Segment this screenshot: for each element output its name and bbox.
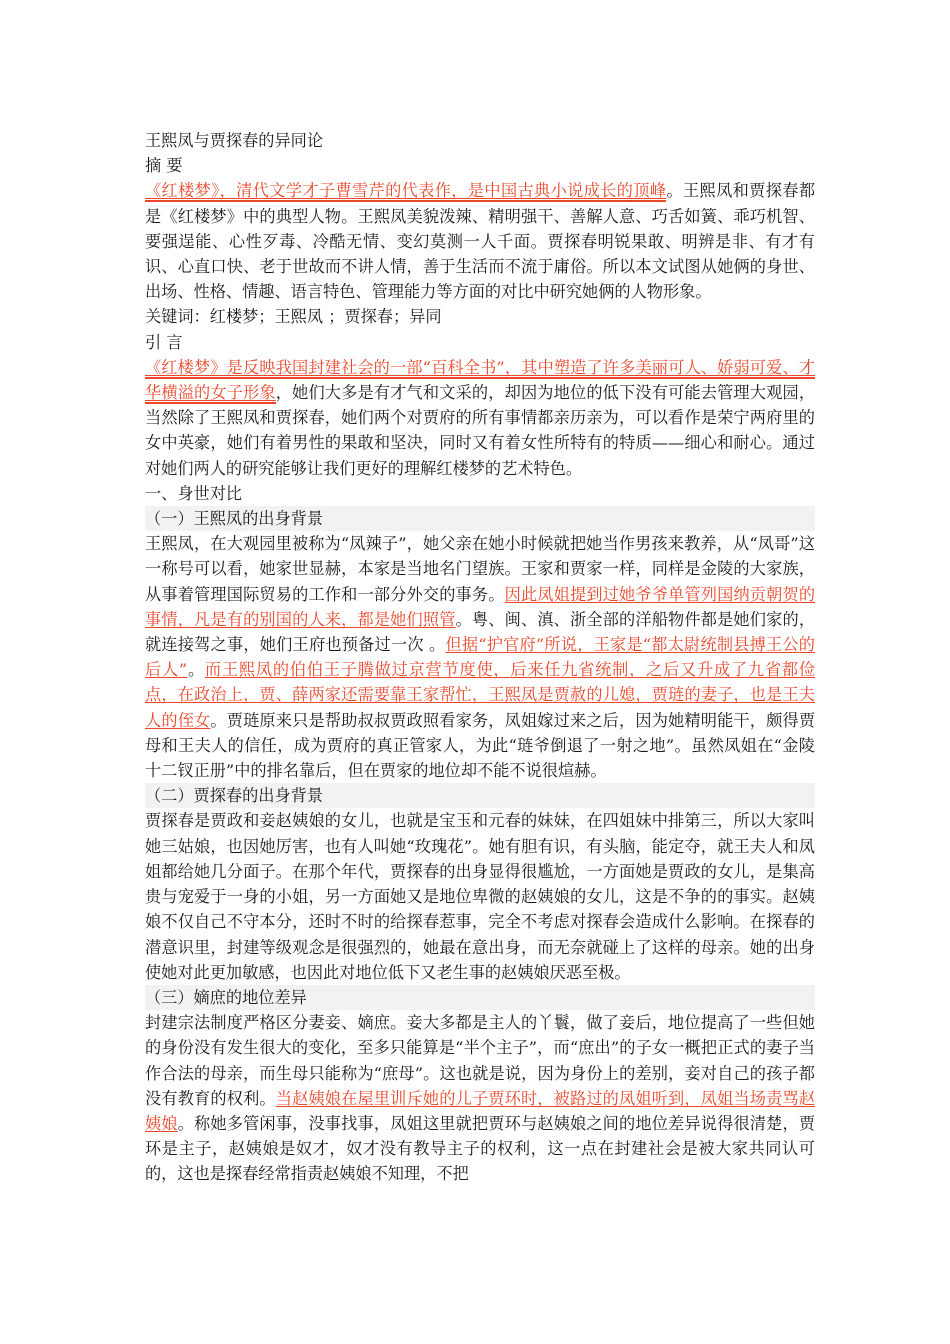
sub1-text-4: 。贾琏原来只是帮助叔叔贾政照看家务，凤姐嫁过来之后，因为她精明能干，颇得贾母和王夫人的信任，成为贾府的真正管家人，为此“琏爷倒退了一射之地”。虽然凤姐在“金陵十二钗正册”中的排名靠后，但在贾家的地位却不能不说很煊赫。 xyxy=(145,710,816,781)
intro-highlight: 《红楼梦》是反映我国封建社会的一部“百科全书”，其中塑造了许多美丽可人、娇弱可爱、才华横溢的女子形象 xyxy=(145,357,815,403)
keywords-line: 关键词：红楼梦；王熙凤 ；贾探春；异同 xyxy=(145,307,442,327)
intro-text: ，她们大多是有才气和文采的，却因为地位的低下没有可能去管理大观园，当然除了王熙凤和贾探春，她们两个对贾府的所有事情都亲历亲为，可以看作是荣宁两府里的女中英豪，她们有着男性的果敢和坚决，同时又有着女性所特有的特质——细心和耐心。通过对她们两人的研究能够让我们更好的理解红楼梦的艺术特色。 xyxy=(145,383,816,478)
sub1-highlight-2: 但据“护官府”所说，王家是“都太尉统制县搏王公的后人” xyxy=(145,635,815,680)
abstract-paragraph xyxy=(145,178,815,304)
sub1-text-1: 王熙凤，在大观园里被称为“凤辣子”，她父亲在她小时候就把她当作男孩来教养，从“凤哥”这一称号可以看，她家世显赫，本家是当地名门望族。王家和贾家一样，同样是金陵的大家族，从事着管理国际贸易的工作和一部分外交的事务。 xyxy=(145,534,815,604)
sub1-highlight-1: 因此凤姐提到过她爷爷单管列国纳贡朝贺的事情，凡是有的别国的人来，都是她们照管 xyxy=(145,584,816,629)
abstract-text: 。王熙凤和贾探春都是《红楼梦》中的典型人物。王熙凤美貌泼辣、精明强干、善解人意、巧舌如簧、乖巧机智、要强逞能、心性歹毒、冷酷无情、变幻莫测一人千面。贾探春明锐果敢、明辨是非、有才有识、心直口快、老于世故而不讲人情，善于生活而不流于庸俗。所以本文试图从她俩的身世、出场、性格、情趣、语言特色、管理能力等方面的对比中研究她俩的人物形象。 xyxy=(145,181,816,302)
sub2-heading: （二）贾探春的出身背景 xyxy=(145,783,815,808)
sub2-paragraph: 贾探春是贾政和妾赵姨娘的女儿，也就是宝玉和元春的妹妹，在四姐妹中排第三，所以大家叫她三姑娘，也因她厉害，也有人叫她“玫瑰花”。她有胆有识，有头脑，能定夺，就王夫人和凤姐都给她几分面子。在那个年代，贾探春的出身显得很尴尬，一方面她是贾政的女儿，是集高贵与宠爱于一身的小姐，另一方面她又是地位卑微的赵姨娘的女儿，这是不争的的事实。赵姨娘不仅自己不守本分，还时不时的给探春惹事，完全不考虑对探春会造成什么影响。在探春的潜意识里，封建等级观念是很强烈的，她最在意出身，而无奈就碰上了这样的母亲。她的出身使她对此更加敏感，也因此对地位低下又老生事的赵姨娘厌恶至极。 xyxy=(145,811,815,982)
intro-heading: 引 言 xyxy=(145,332,183,352)
abstract-highlight: 《红楼梦》，清代文学才子曹雪芹的代表作，是中国古典小说成长的顶峰 xyxy=(145,181,667,201)
sub1-paragraph xyxy=(145,531,815,783)
abstract-heading: 摘 要 xyxy=(145,156,183,176)
sub3-heading: （三）嫡庶的地位差异 xyxy=(145,985,815,1010)
sub1-text-3: 。 xyxy=(187,660,205,680)
section1-heading: 一、身世对比 xyxy=(145,483,243,503)
sub3-highlight-1: 当赵姨娘在屋里训斥她的儿子贾环时，被路过的凤姐听到，凤姐当场责骂赵姨娘 xyxy=(145,1088,816,1133)
sub3-paragraph xyxy=(145,1010,815,1186)
sub1-text-2: 。粤、闽、滇、浙全部的洋船物件都是她们家的，就连接驾之事，她们王府也预备过一次 。 xyxy=(145,609,815,655)
document-page xyxy=(145,128,815,1187)
sub1-heading: （一）王熙凤的出身背景 xyxy=(145,506,815,531)
intro-paragraph xyxy=(145,355,815,481)
sub1-highlight-3: 而王熙凤的伯伯王子腾做过京营节度使，后来任九省统制，之后又升成了九省都俭点，在政治上，贾、薛两家还需要靠王家帮忙，王熙凤是贾赦的儿媳，贾琏的妻子，也是王夫人的侄女 xyxy=(145,660,816,730)
sub3-text-2: 。称她多管闲事，没事找事，凤姐这里就把贾环与赵姨娘之间的地位差异说得很清楚，贾环是主子，赵姨娘是奴才，奴才没有教导主子的权利，这一点在封建社会是被大家共同认可的，这也是探春经常指责赵姨娘不知理，不把 xyxy=(145,1113,816,1184)
doc-title: 王熙凤与贾探春的异同论 xyxy=(145,131,324,150)
sub3-text-1: 封建宗法制度严格区分妻妾、嫡庶。妾大多都是主人的丫鬟，做了妾后，地位提高了一些但她的身份没有发生很大的变化，至多只能算是“半个主子”，而“庶出”的子女一概把正式的妻子当作合法的母亲，而生母只能称为“庶母”。这也就是说，因为身份上的差别，妾对自己的孩子都没有教育的权利。 xyxy=(145,1013,815,1108)
